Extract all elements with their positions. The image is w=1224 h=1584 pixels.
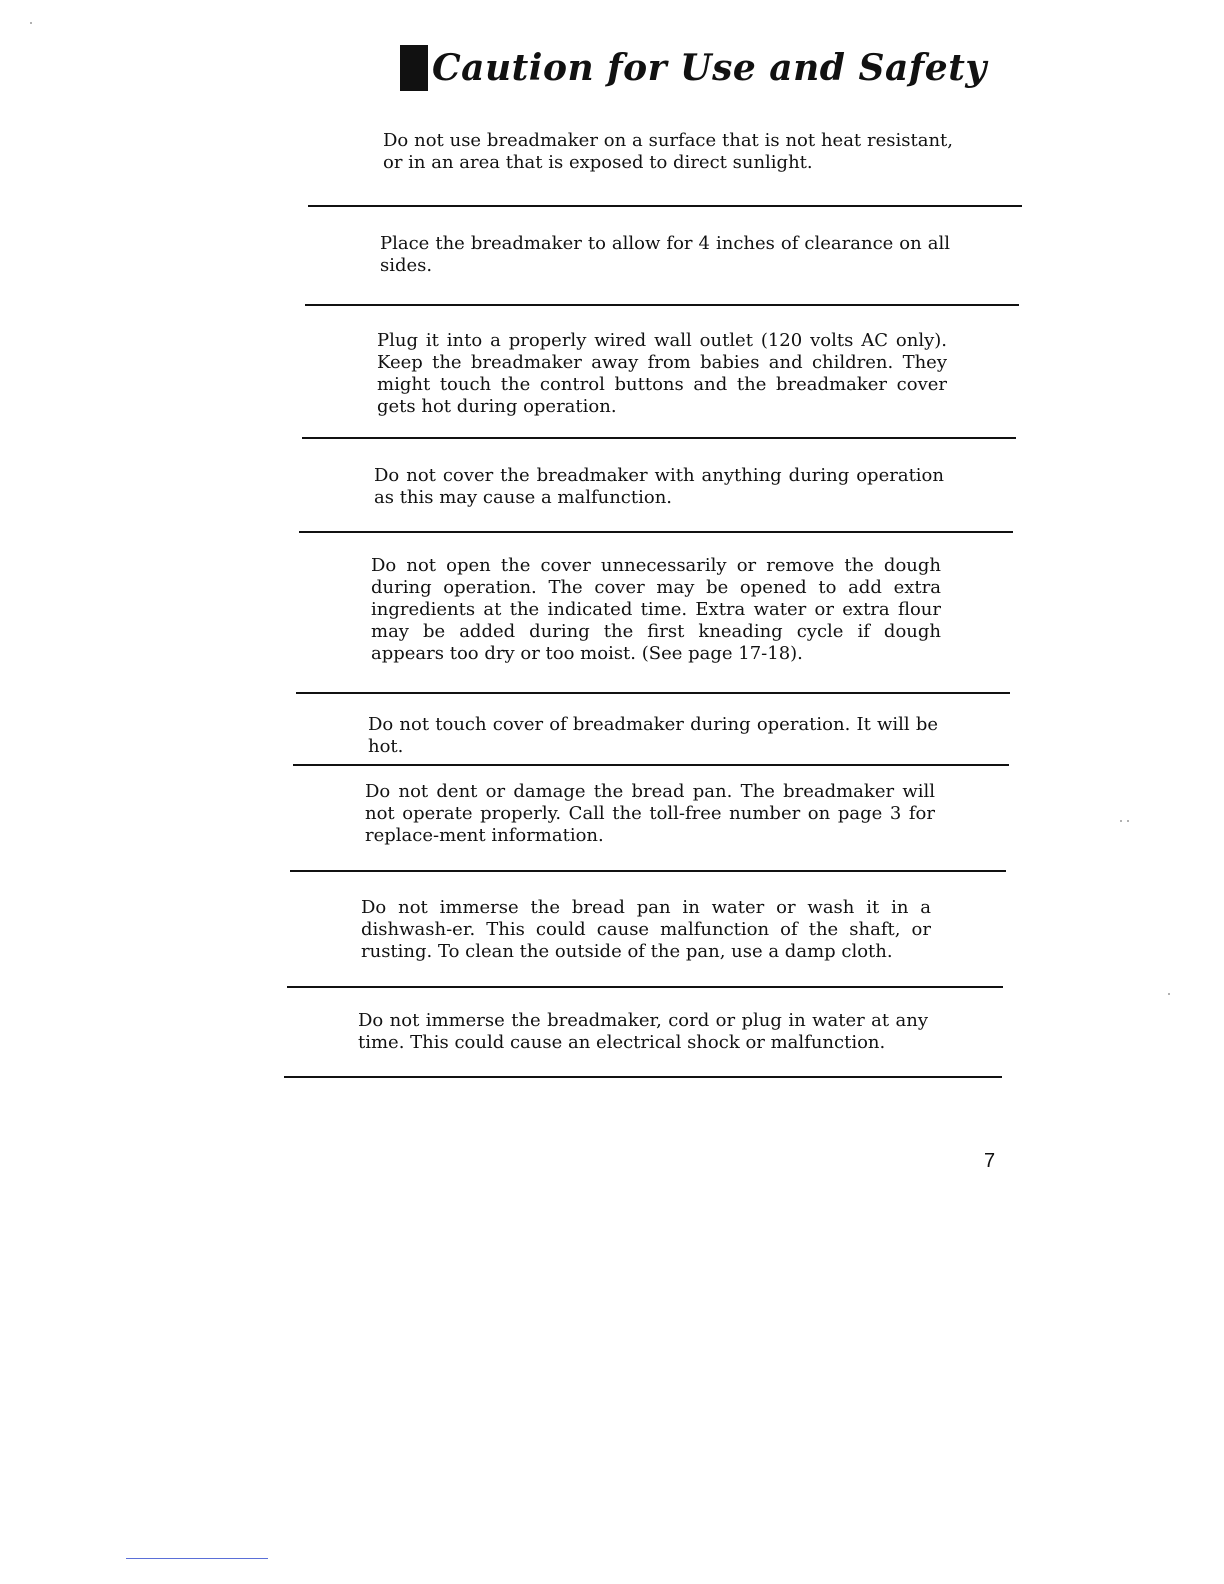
scan-edge-mark	[126, 1558, 268, 1559]
page-title	[400, 40, 987, 96]
divider-7	[290, 870, 1006, 872]
caution-item-1: Do not use breadmaker on a surface that is not heat resistant, or in an area that is exposed to direct sunlight.	[383, 130, 953, 173]
scan-speck	[1127, 820, 1129, 822]
caution-item-3: Plug it into a properly wired wall outlet (120 volts AC only). Keep the breadmaker away from babies and children. They might touch the control buttons and the breadmaker cover gets hot during operation.	[377, 330, 947, 417]
divider-1	[308, 205, 1022, 207]
page-number: 7	[984, 1150, 996, 1172]
caution-item-2: Place the breadmaker to allow for 4 inches of clearance on all sides.	[380, 233, 950, 276]
caution-item-6: Do not touch cover of breadmaker during operation. It will be hot.	[368, 714, 938, 757]
caution-item-4: Do not cover the breadmaker with anything during operation as this may cause a malfunction.	[374, 465, 944, 508]
scan-speck	[1168, 993, 1170, 995]
divider-4	[299, 531, 1013, 533]
caution-item-5: Do not open the cover unnecessarily or remove the dough during operation. The cover may be opened to add extra ingredients at the indicated time. Extra water or extra flour may be added during the first kneading cycle if dough appears too dry or too moist. (See page 17-18).	[371, 555, 941, 664]
caution-item-7: Do not dent or damage the bread pan. The breadmaker will not operate properly. Call the toll-free number on page 3 for replace-ment information.	[365, 781, 935, 846]
caution-item-8: Do not immerse the bread pan in water or wash it in a dishwash-er. This could cause malfunction of the shaft, or rusting. To clean the outside of the pan, use a damp cloth.	[361, 897, 931, 962]
divider-2	[305, 304, 1019, 306]
divider-5	[296, 692, 1010, 694]
divider-8	[287, 986, 1003, 988]
divider-9	[284, 1076, 1002, 1078]
title-bar-mark	[400, 45, 428, 91]
divider-3	[302, 437, 1016, 439]
divider-6	[293, 764, 1009, 766]
page-title-text: Caution for Use and Safety	[432, 47, 987, 89]
scan-speck	[1120, 820, 1122, 822]
scan-speck	[30, 22, 32, 24]
caution-item-9: Do not immerse the breadmaker, cord or plug in water at any time. This could cause an electrical shock or malfunction.	[358, 1010, 928, 1053]
